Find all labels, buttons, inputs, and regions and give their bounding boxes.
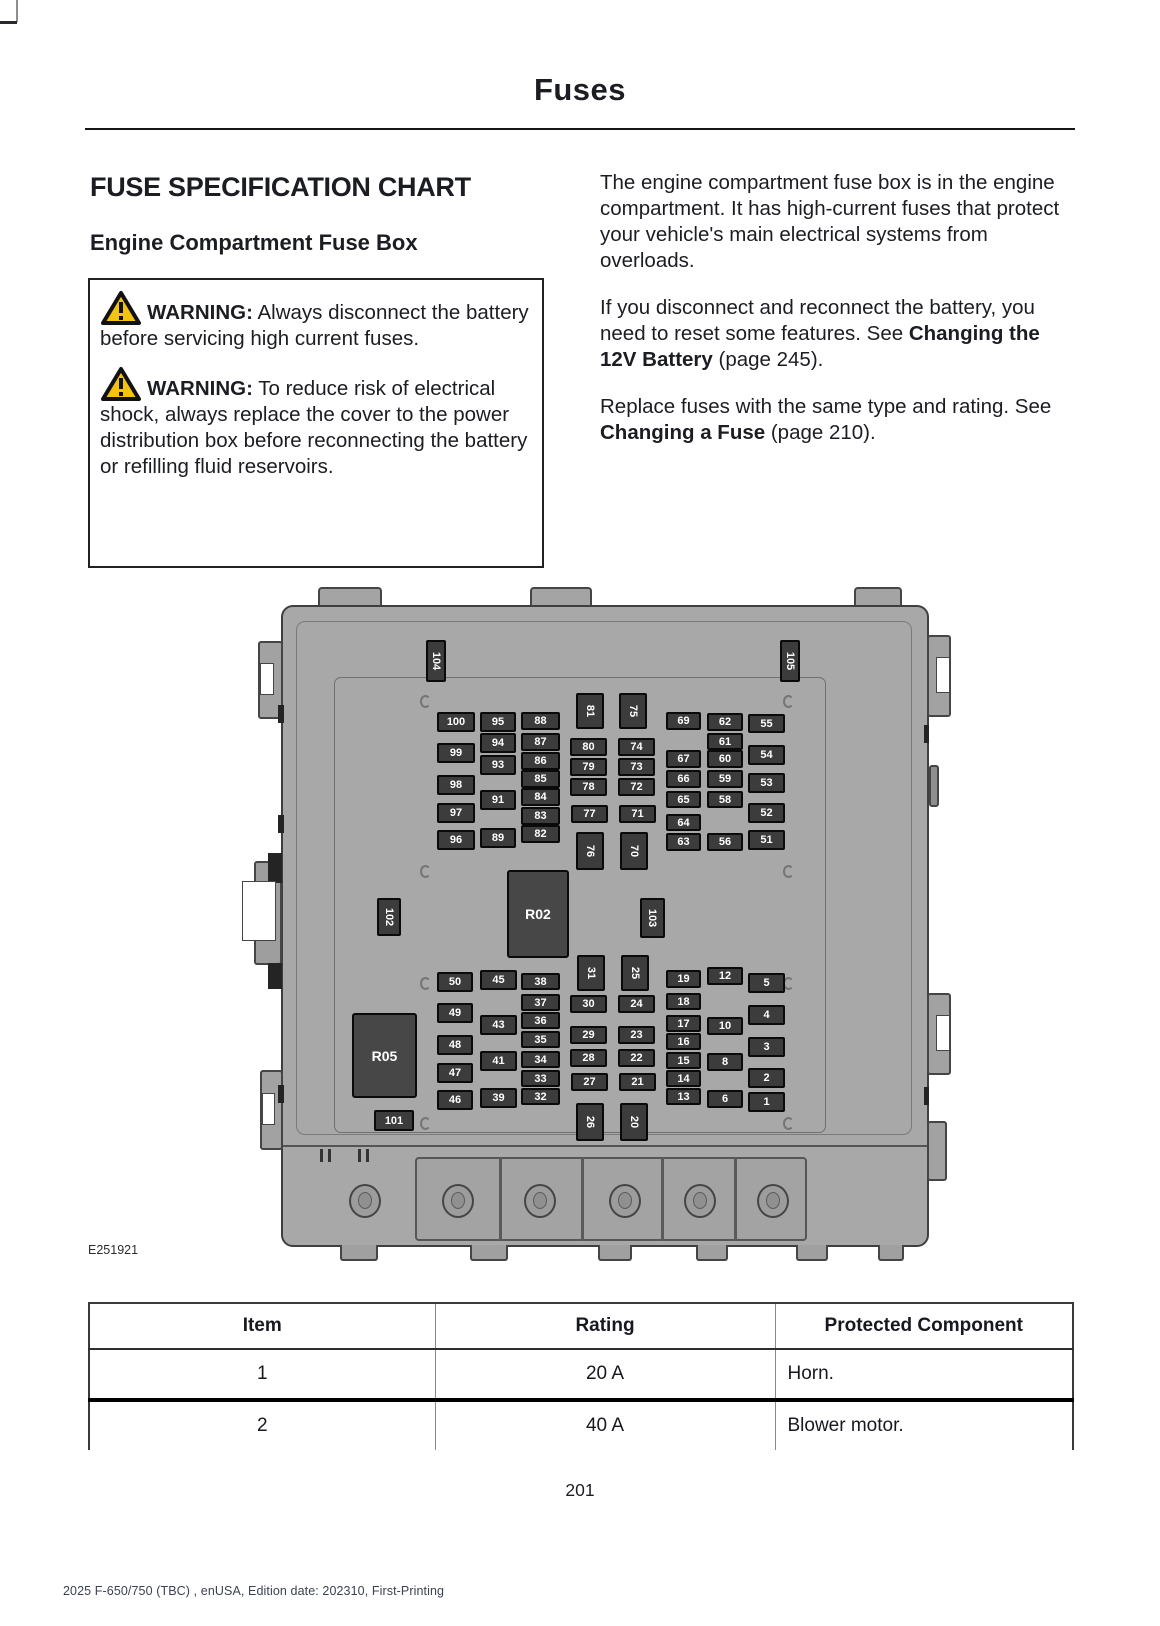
fuse-8: 8	[707, 1053, 743, 1071]
fuse-19: 19	[666, 970, 701, 988]
warning-triangle-icon	[100, 366, 142, 402]
plate-divider	[661, 1157, 664, 1241]
fuse-76: 76	[576, 832, 604, 870]
fuse-52: 52	[748, 803, 785, 823]
fuse-39: 39	[480, 1088, 517, 1108]
fuse-74: 74	[618, 738, 655, 756]
fuse-79: 79	[570, 758, 607, 776]
terminal-stud	[349, 1184, 381, 1218]
fuse-95: 95	[480, 712, 516, 732]
fuse-34: 34	[521, 1051, 560, 1068]
figure-code: E251921	[88, 1243, 139, 1257]
fuse-91: 91	[480, 790, 516, 810]
fuse-69: 69	[666, 712, 701, 730]
fuse-17: 17	[666, 1015, 701, 1032]
terminal-stud	[524, 1184, 556, 1218]
fuse-94: 94	[480, 733, 516, 753]
plate-divider	[734, 1157, 737, 1241]
terminal-stud-center	[766, 1192, 780, 1209]
fuse-60: 60	[707, 750, 743, 768]
fuse-81: 81	[576, 693, 604, 729]
fuse-98: 98	[437, 775, 475, 795]
fuse-59: 59	[707, 770, 743, 788]
position-label-105: 105	[780, 640, 800, 682]
fuse-71: 71	[619, 805, 656, 823]
box-bottom-tab	[878, 1245, 904, 1261]
fuse-72: 72	[618, 778, 655, 796]
terminal-stud-center	[533, 1192, 547, 1209]
box-bottom-tab	[340, 1245, 378, 1261]
edge-tab	[929, 765, 939, 807]
band-tick	[366, 1149, 369, 1162]
table-cell: 40 A	[435, 1400, 775, 1450]
relay-R05: R05	[352, 1013, 417, 1098]
fuse-25: 25	[621, 955, 649, 991]
fuse-84: 84	[521, 788, 560, 806]
table-header-protected-component: Protected Component	[775, 1303, 1073, 1349]
panel-corner-mark	[420, 977, 431, 990]
fuse-51: 51	[748, 830, 785, 850]
panel-corner-mark	[783, 695, 794, 708]
plate-divider	[581, 1157, 584, 1241]
fuse-22: 22	[618, 1049, 655, 1067]
fuse-83: 83	[521, 807, 560, 825]
fuse-89: 89	[480, 828, 516, 848]
fuse-70: 70	[620, 832, 648, 870]
edge-tab	[927, 1121, 947, 1181]
page-number: 201	[565, 1480, 595, 1500]
terminal-stud-center	[693, 1192, 707, 1209]
terminal-stud-center	[451, 1192, 465, 1209]
crop-mark-horizontal	[0, 21, 17, 24]
fuse-48: 48	[437, 1035, 473, 1055]
table-cell: Horn.	[775, 1349, 1073, 1400]
position-label-103: 103	[640, 898, 665, 938]
terminal-stud	[684, 1184, 716, 1218]
plate-divider	[499, 1157, 502, 1241]
fuse-67: 67	[666, 750, 701, 768]
fuse-93: 93	[480, 755, 516, 775]
box-bottom-tab	[470, 1245, 508, 1261]
fuse-63: 63	[666, 833, 701, 851]
fuse-43: 43	[480, 1015, 517, 1035]
fuse-54: 54	[748, 745, 785, 765]
panel-corner-mark	[783, 1117, 794, 1130]
position-label-104: 104	[426, 640, 446, 682]
body-paragraph: If you disconnect and reconnect the battery, you need to reset some features. See Changing the 12V Battery (page 245).	[600, 296, 1040, 371]
panel-corner-mark	[783, 865, 794, 878]
fuse-16: 16	[666, 1033, 701, 1050]
fuse-82: 82	[521, 825, 560, 843]
fuse-47: 47	[437, 1063, 473, 1083]
fuse-100: 100	[437, 712, 475, 732]
fuse-32: 32	[521, 1088, 560, 1105]
fuse-box-diagram	[230, 565, 938, 1265]
table-row	[89, 1349, 1073, 1400]
fuse-36: 36	[521, 1012, 560, 1029]
fuse-64: 64	[666, 814, 701, 831]
table-cell: 2	[89, 1400, 435, 1450]
box-heading: Engine Compartment Fuse Box	[90, 230, 418, 255]
fuse-87: 87	[521, 733, 560, 751]
table-header-rating: Rating	[435, 1303, 775, 1349]
fuse-62: 62	[707, 713, 743, 731]
fuse-33: 33	[521, 1070, 560, 1087]
fuse-41: 41	[480, 1051, 517, 1071]
fuse-29: 29	[570, 1026, 607, 1044]
panel-corner-mark	[420, 1117, 431, 1130]
fuse-28: 28	[570, 1049, 607, 1067]
fuse-3: 3	[748, 1037, 785, 1057]
box-bottom-tab	[696, 1245, 728, 1261]
fuse-58: 58	[707, 791, 743, 808]
fuse-45: 45	[480, 970, 517, 990]
fuse-88: 88	[521, 712, 560, 730]
fuse-46: 46	[437, 1090, 473, 1110]
fuse-18: 18	[666, 993, 701, 1010]
bracket-notch	[262, 1093, 275, 1125]
fuse-85: 85	[521, 770, 560, 788]
fuse-6: 6	[707, 1090, 743, 1108]
fuse-35: 35	[521, 1031, 560, 1048]
fuse-27: 27	[571, 1073, 608, 1091]
bracket-mark	[268, 963, 282, 989]
fuse-31: 31	[577, 955, 605, 991]
page-title: Fuses	[533, 72, 627, 107]
crop-mark-vertical	[16, 0, 18, 22]
fuse-4: 4	[748, 1005, 785, 1025]
edge-mark	[278, 705, 284, 723]
fuse-15: 15	[666, 1052, 701, 1069]
warning-triangle-icon	[100, 290, 142, 326]
table-cell: Blower motor.	[787, 1415, 904, 1436]
edge-mark	[278, 815, 284, 833]
fuse-77: 77	[571, 805, 608, 823]
fuse-20: 20	[620, 1103, 648, 1141]
footer-note: 2025 F-650/750 (TBC) , enUSA, Edition date: 202310, First-Printing	[63, 1584, 445, 1598]
body-text-column	[600, 170, 1076, 467]
chart-heading: FUSE SPECIFICATION CHART	[90, 172, 471, 202]
table-row	[89, 1400, 1073, 1450]
terminal-stud	[757, 1184, 789, 1218]
box-bottom-tab	[796, 1245, 828, 1261]
fuse-37: 37	[521, 994, 560, 1011]
fuse-65: 65	[666, 791, 701, 808]
edge-mark	[278, 1085, 284, 1103]
edge-mark	[924, 725, 929, 743]
fuse-5: 5	[748, 973, 785, 993]
box-bottom-tab	[598, 1245, 632, 1261]
fuse-12: 12	[707, 967, 743, 985]
bracket-mark	[268, 853, 282, 883]
warning-paragraph: WARNING: To reduce risk of electrical shock, always replace the cover to the power distribution box before reconnecting the battery or refilling fluid reservoirs.	[100, 366, 532, 480]
table-header-item: Item	[89, 1303, 435, 1349]
terminal-stud	[609, 1184, 641, 1218]
fuse-99: 99	[437, 743, 475, 763]
fuse-75: 75	[619, 693, 647, 729]
edge-mark	[924, 1087, 929, 1105]
fuse-14: 14	[666, 1070, 701, 1087]
fuse-66: 66	[666, 770, 701, 788]
fuse-61: 61	[707, 733, 743, 750]
band-tick	[328, 1149, 331, 1162]
fuse-1: 1	[748, 1092, 785, 1112]
terminal-stud	[442, 1184, 474, 1218]
table-cell: 20 A	[435, 1349, 775, 1400]
fuse-26: 26	[576, 1103, 604, 1141]
fuse-2: 2	[748, 1068, 785, 1088]
fuse-97: 97	[437, 803, 475, 823]
bracket-notch	[936, 657, 950, 693]
band-tick	[320, 1149, 323, 1162]
position-label-102: 102	[377, 898, 401, 936]
relay-R02: R02	[507, 870, 569, 958]
band-tick	[358, 1149, 361, 1162]
fuse-38: 38	[521, 973, 560, 990]
bracket-notch	[260, 663, 274, 695]
table-cell: 1	[89, 1349, 435, 1400]
fuse-73: 73	[618, 758, 655, 776]
title-rule	[85, 128, 1075, 130]
fuse-86: 86	[521, 752, 560, 770]
fuse-53: 53	[748, 773, 785, 793]
terminal-stud-center	[358, 1192, 372, 1209]
fuse-80: 80	[570, 738, 607, 756]
terminal-stud-center	[618, 1192, 632, 1209]
body-paragraph: Replace fuses with the same type and rating. See Changing a Fuse (page 210).	[600, 395, 1052, 444]
panel-corner-mark	[420, 695, 431, 708]
warning-box	[88, 278, 544, 568]
fuse-spec-table	[88, 1302, 1074, 1450]
fuse-23: 23	[618, 1026, 655, 1044]
fuse-49: 49	[437, 1003, 473, 1023]
fuse-78: 78	[570, 778, 607, 796]
fuse-56: 56	[707, 833, 743, 851]
fuse-21: 21	[619, 1073, 656, 1091]
fuse-30: 30	[570, 995, 607, 1013]
panel-corner-mark	[420, 865, 431, 878]
warning-paragraph: WARNING: Always disconnect the battery before servicing high current fuses.	[100, 290, 532, 352]
position-label-101: 101	[374, 1110, 414, 1131]
fuse-10: 10	[707, 1017, 743, 1035]
body-paragraph: The engine compartment fuse box is in the engine compartment. It has high-current fuses that protect your vehicle's main electrical systems from overloads.	[600, 171, 1060, 272]
fuse-50: 50	[437, 972, 473, 992]
fuse-13: 13	[666, 1088, 701, 1105]
bracket-window	[242, 881, 276, 941]
fuse-55: 55	[748, 714, 785, 733]
bracket-notch	[936, 1015, 950, 1051]
fuse-24: 24	[618, 995, 655, 1013]
fuse-96: 96	[437, 830, 475, 850]
